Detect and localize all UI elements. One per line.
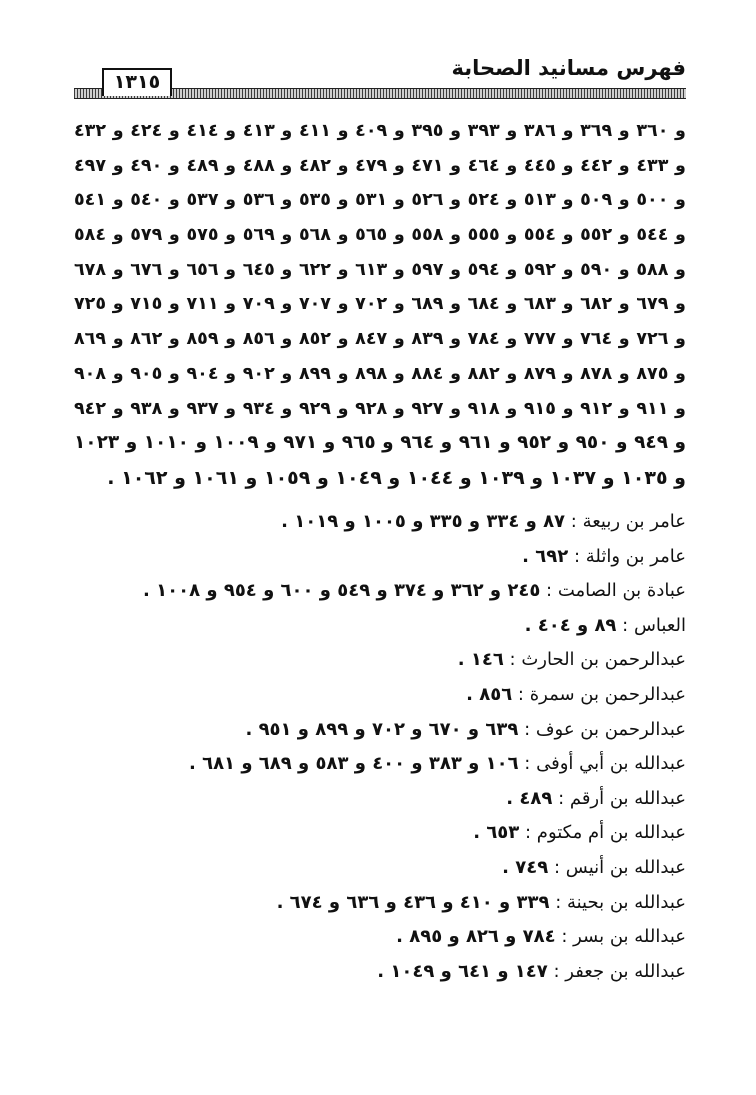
- entry-refs: ٨٧ و ٣٣٤ و ٣٣٥ و ١٠٠٥ و ١٠١٩ .: [281, 511, 566, 532]
- entry-refs: ٨٩ و ٤٠٤ .: [524, 614, 617, 636]
- header-title: فهرس مسانيد الصحابة: [451, 56, 686, 80]
- entry-name: عبادة بن الصامت :: [546, 580, 686, 602]
- numbers-line: و ٩١١ و ٩١٢ و ٩١٥ و ٩١٨ و ٩٢٧ و ٩٢٨ و ٩٢٩ و ٩٣٤ و ٩٣٧ و ٩٣٨ و ٩٤٢: [74, 398, 686, 419]
- entry-refs: ٣٣٩ و ٤١٠ و ٤٣٦ و ٦٣٦ و ٦٧٤ .: [276, 891, 550, 913]
- entry-refs: ٦٩٢ .: [522, 545, 569, 567]
- index-entry: [74, 574, 686, 609]
- numbers-line: و ٥٤٤ و ٥٥٢ و ٥٥٤ و ٥٥٥ و ٥٥٨ و ٥٦٥ و ٥٦٨ و ٥٦٩ و ٥٧٥ و ٥٧٩ و ٥٨٤: [74, 225, 686, 246]
- entry-name: عبدالله بن بسر :: [561, 926, 686, 948]
- numbers-line: و ٤٣٣ و ٤٤٢ و ٤٤٥ و ٤٦٤ و ٤٧١ و ٤٧٩ و ٤٨٢ و ٤٨٨ و ٤٨٩ و ٤٩٠ و ٤٩٧: [74, 155, 686, 176]
- entry-refs: ٦٥٣ .: [473, 822, 520, 844]
- numbers-line: و ١٠٣٥ و ١٠٣٧ و ١٠٣٩ و ١٠٤٤ و ١٠٤٩ و ١٠٥٩ و ١٠٦١ و ١٠٦٢ .: [107, 466, 686, 489]
- index-entry: [74, 505, 686, 540]
- numbers-line: و ٦٧٩ و ٦٨٢ و ٦٨٣ و ٦٨٤ و ٦٨٩ و ٧٠٢ و ٧٠٧ و ٧٠٩ و ٧١١ و ٧١٥ و ٧٢٥: [74, 294, 686, 315]
- companion-entries: [74, 505, 686, 989]
- page-header: [74, 50, 686, 102]
- entry-refs: ٢٤٥ و ٣٦٢ و ٣٧٤ و ٥٤٩ و ٦٠٠ و ٩٥٤ و ١٠٠٨ .: [143, 580, 541, 602]
- entry-name: عامر بن ربيعة :: [570, 511, 686, 532]
- entry-refs: ٧٤٩ .: [502, 856, 549, 878]
- entry-name: العباس :: [622, 614, 686, 636]
- index-entry: [74, 782, 686, 817]
- entry-name: عبدالله بن أنيس :: [553, 856, 686, 878]
- index-entry: [74, 851, 686, 886]
- index-entry: [74, 713, 686, 748]
- entry-name: عبدالرحمن بن سمرة :: [517, 683, 686, 705]
- entry-name: عامر بن واثلة :: [573, 545, 686, 567]
- index-entry: [74, 816, 686, 851]
- page-number: ١٣١٥: [113, 71, 161, 93]
- entry-refs: ١٤٧ و ٦٤١ و ١٠٤٩ .: [377, 960, 548, 982]
- entry-name: عبدالله بن بحينة :: [555, 891, 686, 913]
- entry-name: عبدالله بن أم مكتوم :: [525, 822, 686, 844]
- index-entry: [74, 886, 686, 921]
- numbers-line: و ٩٤٩ و ٩٥٠ و ٩٥٢ و ٩٦١ و ٩٦٤ و ٩٦٥ و ٩٧١ و ١٠٠٩ و ١٠١٠ و ١٠٢٣: [74, 432, 687, 454]
- index-entry: [74, 678, 686, 713]
- entry-refs: ١٤٦ .: [457, 649, 504, 671]
- entry-refs: ٦٣٩ و ٦٧٠ و ٧٠٢ و ٨٩٩ و ٩٥١ .: [245, 718, 519, 740]
- index-entry: [74, 643, 686, 678]
- index-entry: [74, 955, 686, 990]
- entry-name: عبدالله بن أبي أوفى :: [524, 753, 686, 775]
- entry-name: عبدالله بن جعفر :: [553, 960, 686, 982]
- numbers-line: و ٥٠٠ و ٥٠٩ و ٥١٣ و ٥٢٤ و ٥٢٦ و ٥٣١ و ٥٣٥ و ٥٣٦ و ٥٣٧ و ٥٤٠ و ٥٤١: [74, 190, 686, 211]
- numbers-line: و ٥٨٨ و ٥٩٠ و ٥٩٢ و ٥٩٤ و ٥٩٧ و ٦١٣ و ٦٢٢ و ٦٤٥ و ٦٥٦ و ٦٧٦ و ٦٧٨: [74, 259, 686, 280]
- entry-name: عبدالرحمن بن عوف :: [524, 718, 686, 740]
- index-entry: [74, 609, 686, 644]
- entry-name: عبدالرحمن بن الحارث :: [509, 649, 686, 671]
- numbers-line: و ٧٢٦ و ٧٦٤ و ٧٧٧ و ٧٨٤ و ٨٣٩ و ٨٤٧ و ٨٥٢ و ٨٥٦ و ٨٥٩ و ٨٦٢ و ٨٦٩: [74, 329, 686, 350]
- entry-refs: ٧٨٤ و ٨٢٦ و ٨٩٥ .: [396, 926, 556, 948]
- index-entry: [74, 920, 686, 955]
- numbers-line: و ٣٦٠ و ٣٦٩ و ٣٨٦ و ٣٩٣ و ٣٩٥ و ٤٠٩ و ٤١١ و ٤١٣ و ٤١٤ و ٤٢٤ و ٤٣٢: [74, 121, 686, 141]
- hadith-numbers-block: [74, 114, 686, 496]
- numbers-line: و ٨٧٥ و ٨٧٨ و ٨٧٩ و ٨٨٢ و ٨٨٤ و ٨٩٨ و ٨٩٩ و ٩٠٢ و ٩٠٤ و ٩٠٥ و ٩٠٨: [74, 363, 686, 384]
- entry-refs: ٨٥٦ .: [466, 683, 513, 705]
- entry-refs: ١٠٦ و ٣٨٣ و ٤٠٠ و ٥٨٣ و ٦٨٩ و ٦٨١ .: [188, 753, 519, 775]
- entry-refs: ٤٨٩ .: [506, 787, 553, 809]
- entry-name: عبدالله بن أرقم :: [558, 787, 686, 809]
- index-entry: [74, 747, 686, 782]
- page-number-box: [102, 68, 172, 96]
- index-entry: [74, 540, 686, 575]
